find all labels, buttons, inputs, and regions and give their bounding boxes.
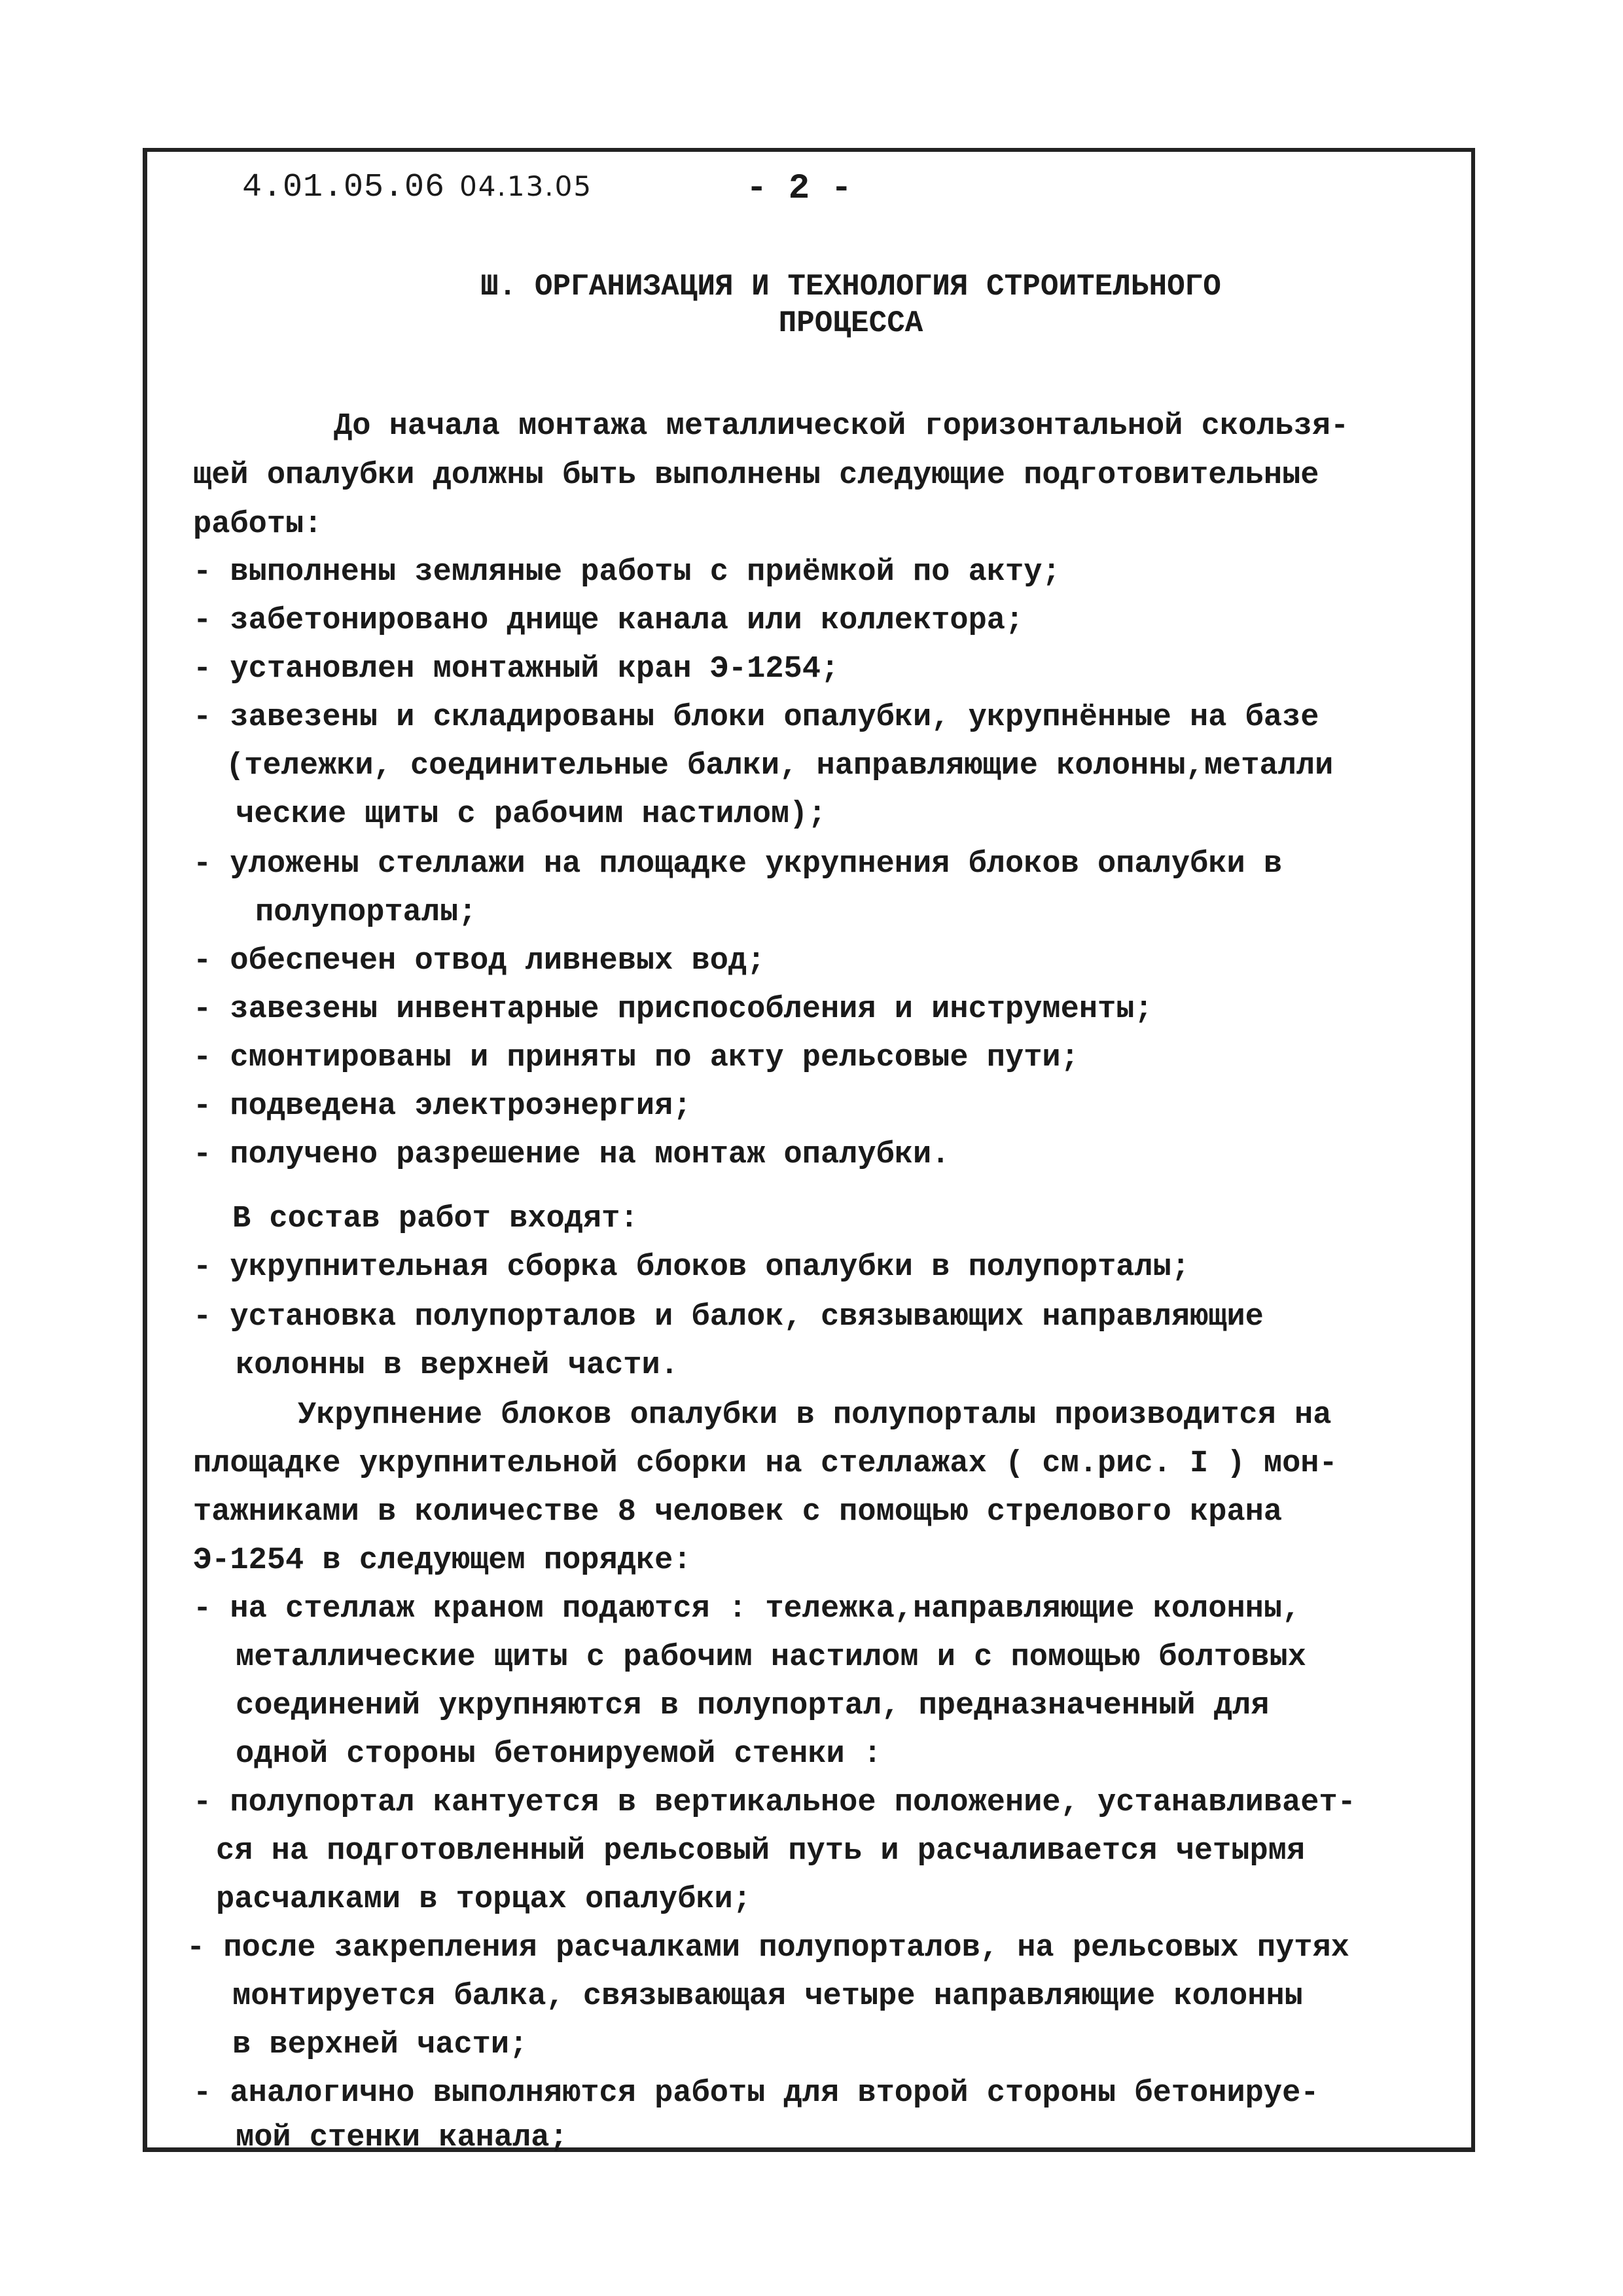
list-item: - после закрепления расчалками полупорталов, на рельсовых путях	[187, 1931, 1349, 1965]
list-item-continuation: ся на подготовленный рельсовый путь и расчаливается четырмя	[216, 1834, 1306, 1869]
list-item-continuation: металлические щиты с рабочим настилом и с помощью болтовых	[236, 1640, 1306, 1675]
list-item-continuation: расчалками в торцах опалубки;	[216, 1882, 751, 1917]
text-line: работы:	[193, 507, 323, 542]
list-item: - уложены стеллажи на площадке укрупнения блоков опалубки в	[193, 847, 1283, 882]
list-item-continuation: (тележки, соединительные балки, направляющие колонны,металли	[226, 749, 1334, 783]
text-line: До начала монтажа металлической горизонтальной скользя-	[334, 409, 1349, 444]
list-item: - завезены инвентарные приспособления и инструменты;	[193, 992, 1153, 1027]
document-code-typed: 4.01.05.06	[242, 169, 446, 206]
list-item-continuation: мой стенки канала;	[236, 2121, 568, 2155]
list-item: - укрупнительная сборка блоков опалубки в полупорталы;	[193, 1250, 1190, 1285]
list-item: - аналогично выполняются работы для второй стороны бетонируе-	[193, 2076, 1319, 2111]
document-code-handwritten: 04.13.05	[459, 170, 593, 202]
text-line: площадке укрупнительной сборки на стеллажах ( см.рис. I ) мон-	[193, 1446, 1338, 1481]
list-item: - установка полупорталов и балок, связывающих направляющие	[193, 1300, 1264, 1335]
text-line: Укрупнение блоков опалубки в полупорталы производится на	[298, 1398, 1332, 1433]
list-item: - завезены и складированы блоки опалубки, укрупнённые на базе	[193, 700, 1319, 735]
text-line: щей опалубки должны быть выполнены следующие подготовительные	[193, 458, 1319, 493]
section-title-line-1: Ш. ОРГАНИЗАЦИЯ И ТЕХНОЛОГИЯ СТРОИТЕЛЬНОГО	[480, 270, 1221, 304]
text-line: Э-1254 в следующем порядке:	[193, 1543, 692, 1578]
list-item: - подведена электроэнергия;	[193, 1089, 692, 1124]
list-item: - смонтированы и приняты по акту рельсовые пути;	[193, 1041, 1079, 1075]
section-title	[366, 268, 1335, 342]
list-item: - обеспечен отвод ливневых вод;	[193, 944, 766, 978]
list-item-continuation: в верхней части;	[232, 2028, 528, 2062]
list-item-continuation: колонны в верхней части.	[236, 1348, 679, 1383]
list-item: - на стеллаж краном подаются : тележка,направляющие колонны,	[193, 1592, 1301, 1626]
list-item: - забетонировано днище канала или коллектора;	[193, 603, 1024, 638]
text-line: тажниками в количестве 8 человек с помощью стрелового крана	[193, 1495, 1283, 1530]
list-item-continuation: монтируется балка, связывающая четыре направляющие колонны	[232, 1979, 1303, 2014]
document-code	[242, 169, 592, 206]
list-item-continuation: соединений укрупняются в полупортал, предназначенный для	[236, 1689, 1270, 1723]
list-item-continuation: полупорталы;	[255, 895, 477, 930]
list-item-continuation: ческие щиты с рабочим настилом);	[236, 797, 827, 832]
list-item: - полупортал кантуется в вертикальное положение, устанавливает-	[193, 1785, 1356, 1820]
section-title-line-2: ПРОЦЕССА	[778, 306, 923, 340]
list-item: - получено разрешение на монтаж опалубки.	[193, 1138, 950, 1172]
list-item: - выполнены земляные работы с приёмкой по акту;	[193, 555, 1061, 590]
list-item: - установлен монтажный кран Э-1254;	[193, 652, 840, 687]
page-number: - 2 -	[746, 169, 853, 209]
text-line: В состав работ входят:	[232, 1202, 639, 1236]
list-item-continuation: одной стороны бетонируемой стенки :	[236, 1737, 882, 1772]
